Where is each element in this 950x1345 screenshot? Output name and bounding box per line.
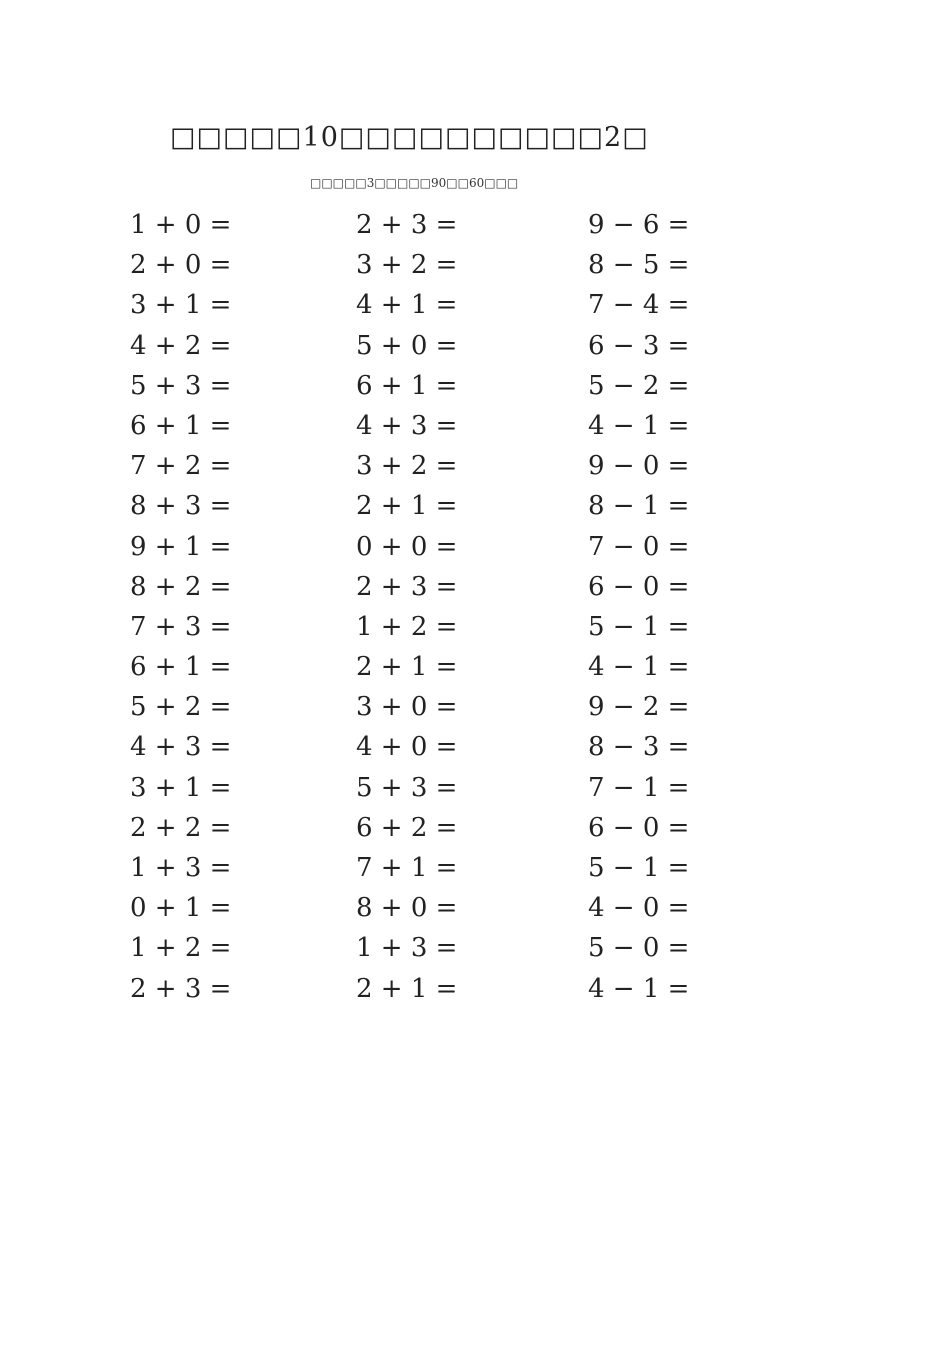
arithmetic-problem: 6 + 2 = [356,812,458,843]
arithmetic-problem: 5 − 1 = [588,853,690,883]
arithmetic-problem: 6 + 1 = [130,652,232,683]
arithmetic-problem: 2 + 2 = [130,812,232,843]
arithmetic-problem: 5 + 3 = [130,370,232,401]
arithmetic-problem: 5 + 2 = [130,692,232,723]
arithmetic-problem: 8 − 3 = [588,732,690,763]
arithmetic-problem: 5 − 1 = [588,611,690,642]
problem-column-3 [588,205,788,1009]
arithmetic-problem: 6 − 3 = [588,330,690,361]
arithmetic-problem: 7 − 1 = [588,772,690,803]
arithmetic-problem: 2 + 3 = [356,571,458,602]
arithmetic-problem: 1 + 0 = [130,210,232,240]
arithmetic-problem: 5 − 0 = [588,933,690,964]
arithmetic-problem: 8 + 2 = [130,571,232,602]
arithmetic-problem: 7 + 3 = [130,611,232,642]
arithmetic-problem: 0 + 1 = [130,893,232,924]
arithmetic-problem: 3 + 1 = [130,290,232,321]
arithmetic-problem: 3 + 1 = [130,772,232,803]
arithmetic-problem: 4 + 3 = [130,732,232,763]
arithmetic-problem: 2 + 1 = [356,491,458,522]
arithmetic-problem: 4 + 3 = [356,410,458,441]
arithmetic-problem: 8 − 5 = [588,250,690,281]
arithmetic-problem: 1 + 2 = [356,611,458,642]
arithmetic-problem: 6 − 0 = [588,812,690,843]
arithmetic-problem: 0 + 0 = [356,531,458,562]
arithmetic-problem: 5 − 2 = [588,370,690,401]
arithmetic-problem: 2 + 0 = [130,250,232,281]
arithmetic-problem: 1 + 3 = [356,933,458,964]
problem-column-2 [356,205,556,1009]
arithmetic-problem: 4 + 1 = [356,290,458,321]
arithmetic-problem: 2 + 1 = [356,973,458,1004]
arithmetic-problem: 7 + 2 = [130,451,232,482]
arithmetic-problem: 4 + 0 = [356,732,458,763]
arithmetic-problem: 3 + 2 = [356,451,458,482]
arithmetic-problem: 2 + 3 = [130,973,232,1004]
arithmetic-problem: 4 + 2 = [130,330,232,361]
arithmetic-problem: 3 + 0 = [356,692,458,723]
worksheet-title: □□□□□10□□□□□□□□□□2□ [170,122,649,153]
arithmetic-problem: 9 − 0 = [588,451,690,482]
arithmetic-problem: 4 − 1 = [588,973,690,1004]
arithmetic-problem: 9 − 2 = [588,692,690,723]
arithmetic-problem: 2 + 1 = [356,652,458,683]
arithmetic-problem: 8 − 1 = [588,491,690,522]
arithmetic-problem: 4 − 0 = [588,893,690,924]
arithmetic-problem: 6 − 0 = [588,571,690,602]
arithmetic-problem: 4 − 1 = [588,410,690,441]
arithmetic-problem: 7 − 4 = [588,290,690,321]
arithmetic-problem: 5 + 3 = [356,772,458,803]
arithmetic-problem: 7 + 1 = [356,853,458,883]
arithmetic-problem: 1 + 2 = [130,933,232,964]
arithmetic-problem: 5 + 0 = [356,330,458,361]
arithmetic-problem: 3 + 2 = [356,250,458,281]
arithmetic-problem: 6 + 1 = [130,410,232,441]
arithmetic-problem: 2 + 3 = [356,210,458,240]
arithmetic-problem: 9 + 1 = [130,531,232,562]
worksheet-subtitle: □□□□□3□□□□□90□□60□□□ [310,176,519,190]
arithmetic-problem: 8 + 3 = [130,491,232,522]
arithmetic-problem: 8 + 0 = [356,893,458,924]
arithmetic-problem: 7 − 0 = [588,531,690,562]
arithmetic-problem: 1 + 3 = [130,853,232,883]
arithmetic-problem: 9 − 6 = [588,210,690,240]
arithmetic-problem: 6 + 1 = [356,370,458,401]
problem-column-1 [130,205,330,1009]
arithmetic-problem: 4 − 1 = [588,652,690,683]
